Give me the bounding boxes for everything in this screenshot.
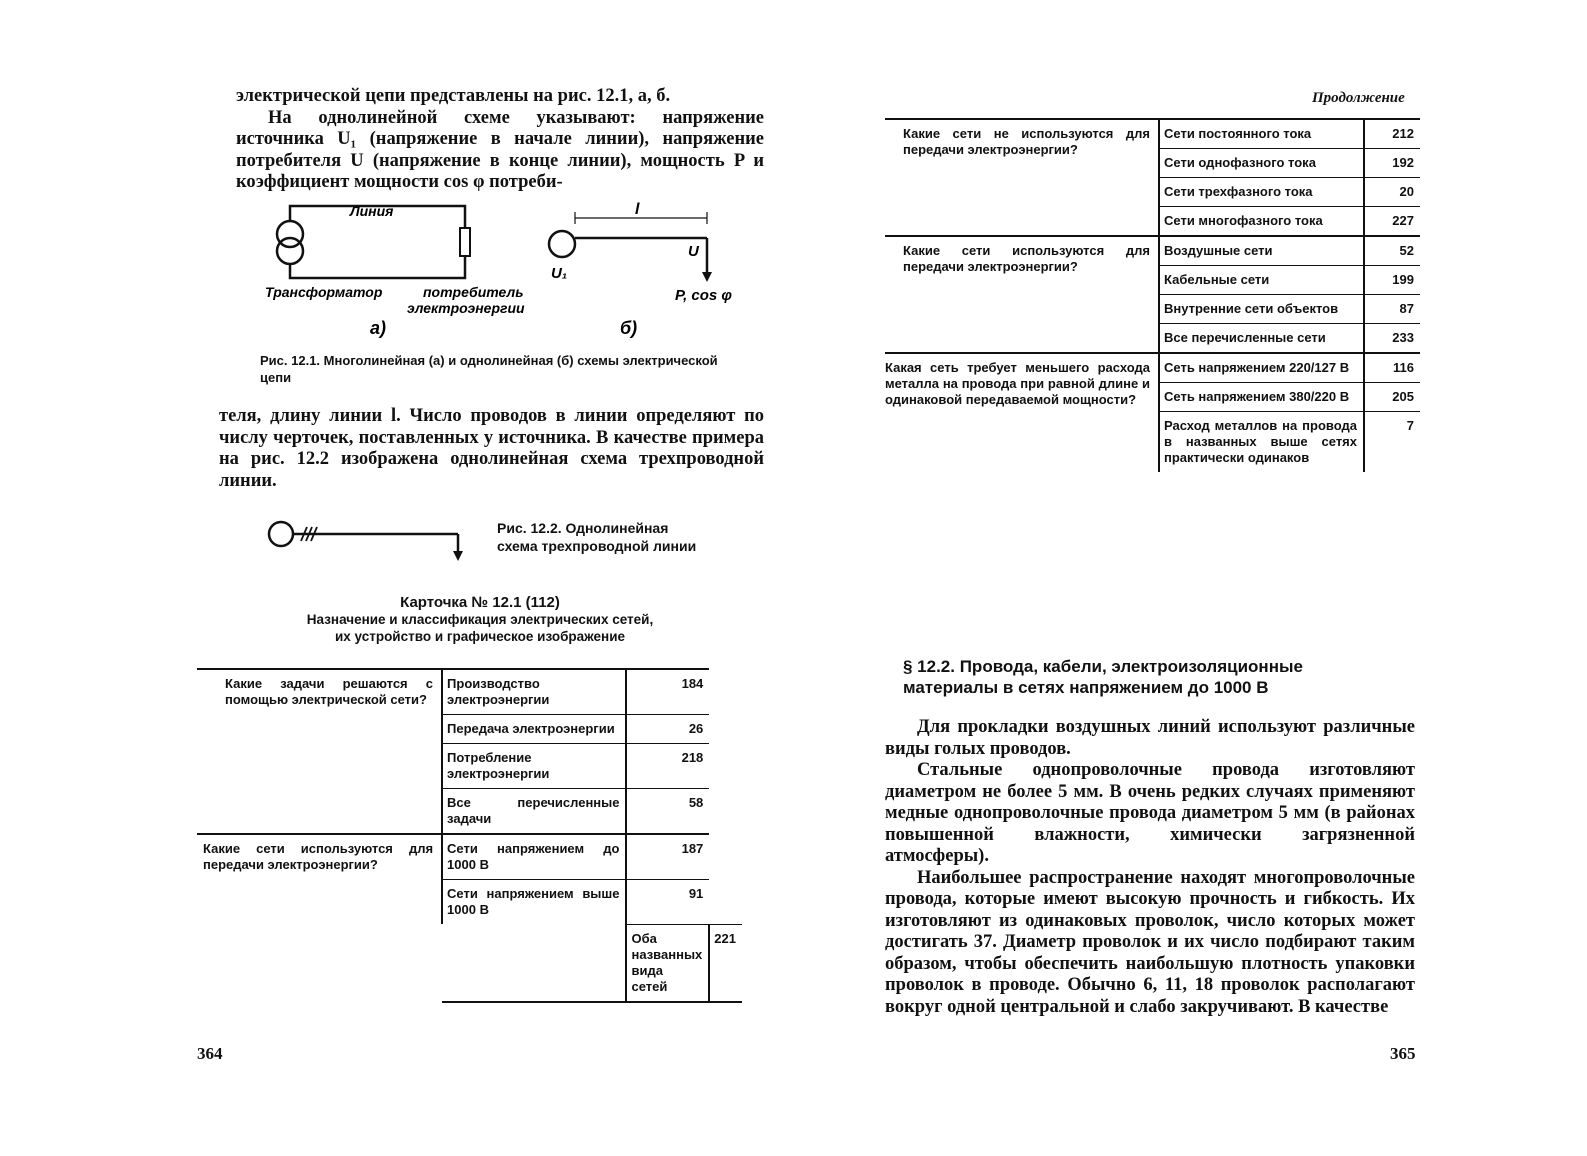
left-page bbox=[0, 0, 790, 1156]
card-number: Карточка № 12.1 (112) bbox=[400, 594, 560, 611]
fig-label-u: U bbox=[688, 243, 699, 260]
answer-cell[interactable]: Воздушные сети bbox=[1159, 236, 1364, 266]
answer-number: 212 bbox=[1364, 119, 1420, 149]
card-title bbox=[270, 594, 690, 645]
section-title-line-2: материалы в сетях напряжением до 1000 В bbox=[903, 678, 1269, 697]
paragraph: Стальные однопроволочные провода изготовляют диаметром не более 5 мм. В очень редких случаях применяют медные однопроволочные провода диаметром 5 мм (в районах повышенной влажности, химически загрязненной атмосферы). bbox=[885, 760, 1415, 866]
fig-label-l: l bbox=[635, 201, 640, 218]
figure-12-1 bbox=[255, 196, 745, 341]
right-body-text bbox=[885, 717, 1415, 1018]
answer-cell[interactable]: Все перечисленные сети bbox=[1159, 324, 1364, 354]
answer-cell[interactable]: Внутренние сети объектов bbox=[1159, 295, 1364, 324]
answer-number: 218 bbox=[626, 744, 709, 789]
answer-cell[interactable]: Сети многофазного тока bbox=[1159, 207, 1364, 237]
answer-number: 87 bbox=[1364, 295, 1420, 324]
answer-cell[interactable]: Сети постоянного тока bbox=[1159, 119, 1364, 149]
answer-number: 187 bbox=[626, 834, 709, 880]
source-circle bbox=[549, 231, 575, 257]
answer-number: 205 bbox=[1364, 383, 1420, 412]
answer-cell[interactable]: Сеть напряжением 380/220 В bbox=[1159, 383, 1364, 412]
question-cell: Какие задачи решаются с помощью электрической сети? bbox=[197, 669, 442, 834]
fig-label-u1: U₁ bbox=[551, 265, 568, 282]
figure-12-1-caption: Рис. 12.1. Многолинейная (а) и однолинейная (б) схемы электрической цепи bbox=[260, 353, 718, 385]
fig-label-pcos: P, cos φ bbox=[675, 287, 732, 304]
answer-cell[interactable]: Сеть напряжением 220/127 В bbox=[1159, 353, 1364, 383]
figure-12-2-caption: Рис. 12.2. Однолинейная схема трехпроводной линии bbox=[497, 520, 697, 554]
section-title-line-1: § 12.2. Провода, кабели, электроизоляционные bbox=[903, 657, 1303, 676]
answer-cell[interactable]: Кабельные сети bbox=[1159, 266, 1364, 295]
intro-line: электрической цепи представлены на рис. 12.1, а, б. bbox=[236, 86, 671, 106]
fig-label-consumer2: электроэнергии bbox=[407, 300, 525, 316]
card-table-right bbox=[885, 118, 1420, 472]
answer-number: 184 bbox=[626, 669, 709, 715]
question-cell: Какие сети используются для передачи электроэнергии? bbox=[885, 236, 1159, 353]
card-table-left bbox=[197, 668, 742, 1003]
answer-number: 192 bbox=[1364, 149, 1420, 178]
answer-cell[interactable]: Сети однофазного тока bbox=[1159, 149, 1364, 178]
fig-label-line: Линия bbox=[350, 203, 394, 219]
figure-12-2 bbox=[265, 515, 475, 565]
answer-cell[interactable]: Сети трехфазного тока bbox=[1159, 178, 1364, 207]
answer-number: 233 bbox=[1364, 324, 1420, 354]
answer-cell[interactable]: Сети напряжением до 1000 В bbox=[442, 834, 626, 880]
answer-number: 221 bbox=[709, 924, 742, 1002]
question-cell: Какие сети используются для передачи электроэнергии? bbox=[197, 834, 442, 1002]
answer-number: 52 bbox=[1364, 236, 1420, 266]
intro-paragraph: На однолинейной схеме указывают: напряжение источника U₁ (напряжение в начале линии), напряжение потребителя U (напряжение в конце линии), мощность P и коэффициент мощности cos φ потреби- bbox=[236, 107, 764, 192]
table-row bbox=[885, 119, 1420, 149]
card-subtitle-1: Назначение и классификация электрических сетей, bbox=[306, 612, 654, 627]
answer-cell[interactable]: Оба названных вида сетей bbox=[626, 924, 709, 1002]
fig-label-transformer: Трансформатор bbox=[265, 284, 383, 300]
fig-label-consumer: потребитель bbox=[423, 284, 524, 300]
answer-cell[interactable]: Расход металлов на провода в названных выше сетях практически одинаков bbox=[1159, 412, 1364, 473]
answer-number: 199 bbox=[1364, 266, 1420, 295]
consumer-resistor bbox=[460, 228, 470, 256]
paragraph: Наибольшее распространение находят многопроволочные провода, которые имеют высокую прочность и гибкость. Их изготовляют из одинаковых проволок, число которых может достигать 37. Диаметр проволок и их число подбирают таким образом, чтобы обеспечить наибольшую плотность упаковки проволок в проводе. Обычно 6, 11, 18 проволок располагают вокруг одной центральной и слабо закручивают. В качестве bbox=[885, 867, 1415, 1017]
right-page bbox=[790, 0, 1587, 1156]
table-row bbox=[197, 669, 742, 715]
answer-cell[interactable]: Производство электроэнергии bbox=[442, 669, 626, 715]
answer-number: 91 bbox=[626, 880, 709, 925]
answer-number: 227 bbox=[1364, 207, 1420, 237]
fig-label-b: б) bbox=[620, 318, 638, 338]
running-head: Продолжение bbox=[1312, 90, 1405, 106]
fig-label-a: а) bbox=[370, 318, 387, 338]
answer-cell[interactable]: Передача электроэнергии bbox=[442, 715, 626, 744]
answer-number: 20 bbox=[1364, 178, 1420, 207]
source-circle-2 bbox=[269, 522, 293, 546]
answer-number: 58 bbox=[626, 789, 709, 835]
page-number: 364 bbox=[197, 1044, 223, 1063]
table-row bbox=[885, 236, 1420, 266]
question-cell: Какие сети не используются для передачи электроэнергии? bbox=[885, 119, 1159, 236]
answer-cell[interactable]: Потребление электроэнергии bbox=[442, 744, 626, 789]
paragraph-2: теля, длину линии l. Число проводов в линии определяют по числу черточек, поставленных у источника. В качестве примера на рис. 12.2 изображена однолинейная схема трехпроводной линии. bbox=[219, 406, 764, 491]
answer-number: 7 bbox=[1364, 412, 1420, 473]
table-row bbox=[885, 353, 1420, 383]
intro-text bbox=[236, 86, 764, 194]
section-title bbox=[903, 656, 1423, 698]
table-row bbox=[197, 834, 742, 880]
page-number: 365 bbox=[1390, 1044, 1416, 1063]
question-cell: Какая сеть требует меньшего расхода металла на провода при равной длине и одинаковой передаваемой мощности? bbox=[885, 353, 1159, 472]
answer-cell[interactable]: Сети напряжением выше 1000 В bbox=[442, 880, 626, 925]
answer-number: 116 bbox=[1364, 353, 1420, 383]
answer-cell[interactable]: Все перечисленные задачи bbox=[442, 789, 626, 835]
card-subtitle-2: их устройство и графическое изображение bbox=[334, 629, 626, 644]
answer-number: 26 bbox=[626, 715, 709, 744]
paragraph: Для прокладки воздушных линий используют различные виды голых проводов. bbox=[885, 717, 1415, 759]
